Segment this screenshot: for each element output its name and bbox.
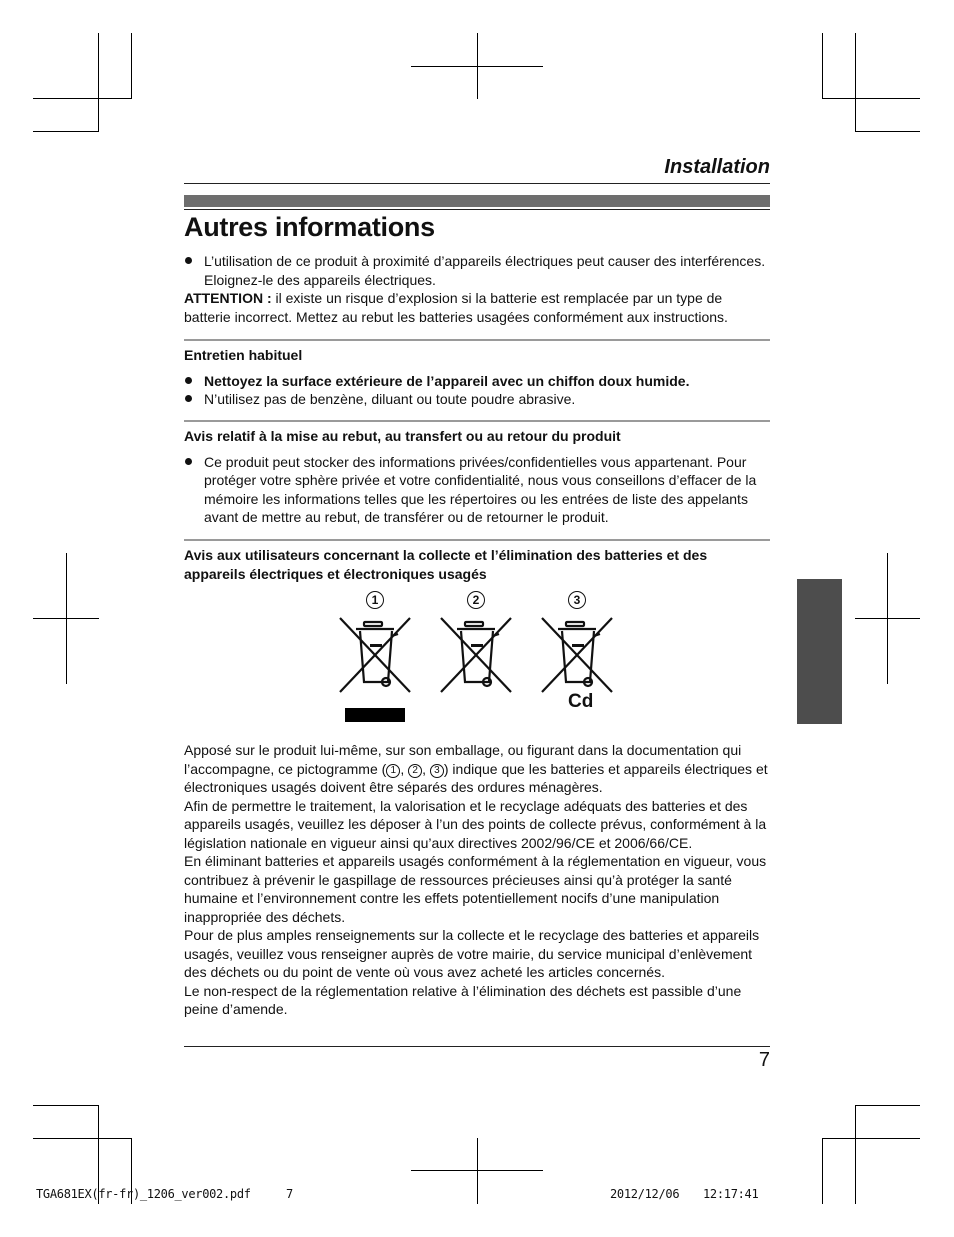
section-divider xyxy=(184,420,770,422)
intro-block xyxy=(184,252,770,326)
crossed-bin-icon xyxy=(336,614,414,696)
intro-bullet: L’utilisation de ce produit à proximité d’appareils électriques peut causer des interférences. Eloignez-le des appareils électriques. xyxy=(184,252,770,289)
header-rule xyxy=(184,183,770,184)
weee-paragraph: En éliminant batteries et appareils usagés conformément à la réglementation en vigueur, vous contribuez à prévenir le gaspillage de ressources précieuses ainsi qu’à protéger la santé humaine et l’environnement contre les effets potentiellement nocifs d’une manipulation inappropriée des déchets. xyxy=(184,853,767,925)
maintenance-bullet: N’utilisez pas de benzène, diluant ou toute poudre abrasive. xyxy=(184,390,770,409)
section-label: Installation xyxy=(664,156,770,178)
disposal-title: Avis relatif à la mise au rebut, au transfert ou au retour du produit xyxy=(184,428,621,444)
footer-rule xyxy=(184,1046,770,1047)
title-bar-underline xyxy=(184,209,770,210)
section-divider xyxy=(184,339,770,341)
weee-paragraph: Le non-respect de la réglementation relative à l’élimination des déchets est passible d’une peine d’amende. xyxy=(184,982,742,1017)
separator: , xyxy=(422,760,430,777)
separator: , xyxy=(400,760,409,777)
weee-p1-end: ) indique que les batteries et appareils électriques et électroniques usagés doivent être séparés des ordures ménagères. xyxy=(184,760,768,795)
page-title: Autres informations xyxy=(184,212,435,242)
page-number: 7 xyxy=(758,1049,770,1071)
print-page: 7 xyxy=(286,1187,293,1201)
cadmium-symbol: Cd xyxy=(568,691,594,712)
attention-note xyxy=(184,289,770,326)
weee-paragraph xyxy=(184,741,770,797)
icon-number-2: 2 xyxy=(467,591,485,609)
maintenance-title: Entretien habituel xyxy=(184,347,303,363)
inline-number-3: 3 xyxy=(430,764,444,778)
attention-text: il existe un risque d’explosion si la batterie est remplacée par un type de batterie incorrect. Mettez au rebut les batteries usagées conformément aux instructions. xyxy=(184,290,728,325)
solid-bar-mark xyxy=(345,708,405,722)
disposal-section xyxy=(184,427,770,527)
weee-p1-start: Apposé sur le produit lui-même, sur son emballage, ou figurant dans la documentation qui l’accompagne, ce pictogramme ( xyxy=(184,742,742,777)
weee-paragraph: Pour de plus amples renseignements sur la collecte et le recyclage des batteries et appareils usagés, veuillez vous renseigner auprès de votre mairie, du service municipal d’enlèvement des déchets ou du point de vente où vous avez acheté les articles concernés. xyxy=(184,927,760,980)
maintenance-section xyxy=(184,346,770,409)
title-bar xyxy=(184,195,770,207)
crossed-bin-icon xyxy=(437,614,515,696)
maintenance-bullet: Nettoyez la surface extérieure de l’appareil avec un chiffon doux humide. xyxy=(184,372,770,391)
weee-title: Avis aux utilisateurs concernant la collecte et l’élimination des batteries et des appareils électriques et électroniques usagés xyxy=(184,547,708,582)
crossed-bin-icon xyxy=(538,614,616,696)
section-divider xyxy=(184,539,770,541)
icon-number-3: 3 xyxy=(568,591,586,609)
weee-text xyxy=(184,741,770,1019)
print-date: 2012/12/06 xyxy=(610,1187,680,1201)
attention-label: ATTENTION : xyxy=(184,290,272,306)
icon-number-1: 1 xyxy=(366,591,384,609)
side-tab xyxy=(797,579,842,724)
disposal-bullet: Ce produit peut stocker des informations privées/confidentielles vous appartenant. Pour protéger votre sphère privée et votre confidentialité, nous vous conseillons d’effacer de la mémoire les informations telles que les répertoires ou les entrées de liste des appelants avant de mettre au rebut, de transférer ou de retourner le produit. xyxy=(184,453,770,527)
weee-paragraph: Afin de permettre le traitement, la valorisation et le recyclage adéquats des batteries et des appareils usagés, veuillez les déposer à l’un des points de collecte prévus, conformément à la législation nationale en vigueur ainsi qu’aux directives 2002/96/CE et 2006/66/CE. xyxy=(184,797,767,851)
print-time: 12:17:41 xyxy=(703,1187,759,1201)
inline-number-2: 2 xyxy=(408,764,422,778)
inline-number-1: 1 xyxy=(386,764,400,778)
print-file-name: TGA681EX(fr-fr)_1206_ver002.pdf xyxy=(36,1187,251,1201)
